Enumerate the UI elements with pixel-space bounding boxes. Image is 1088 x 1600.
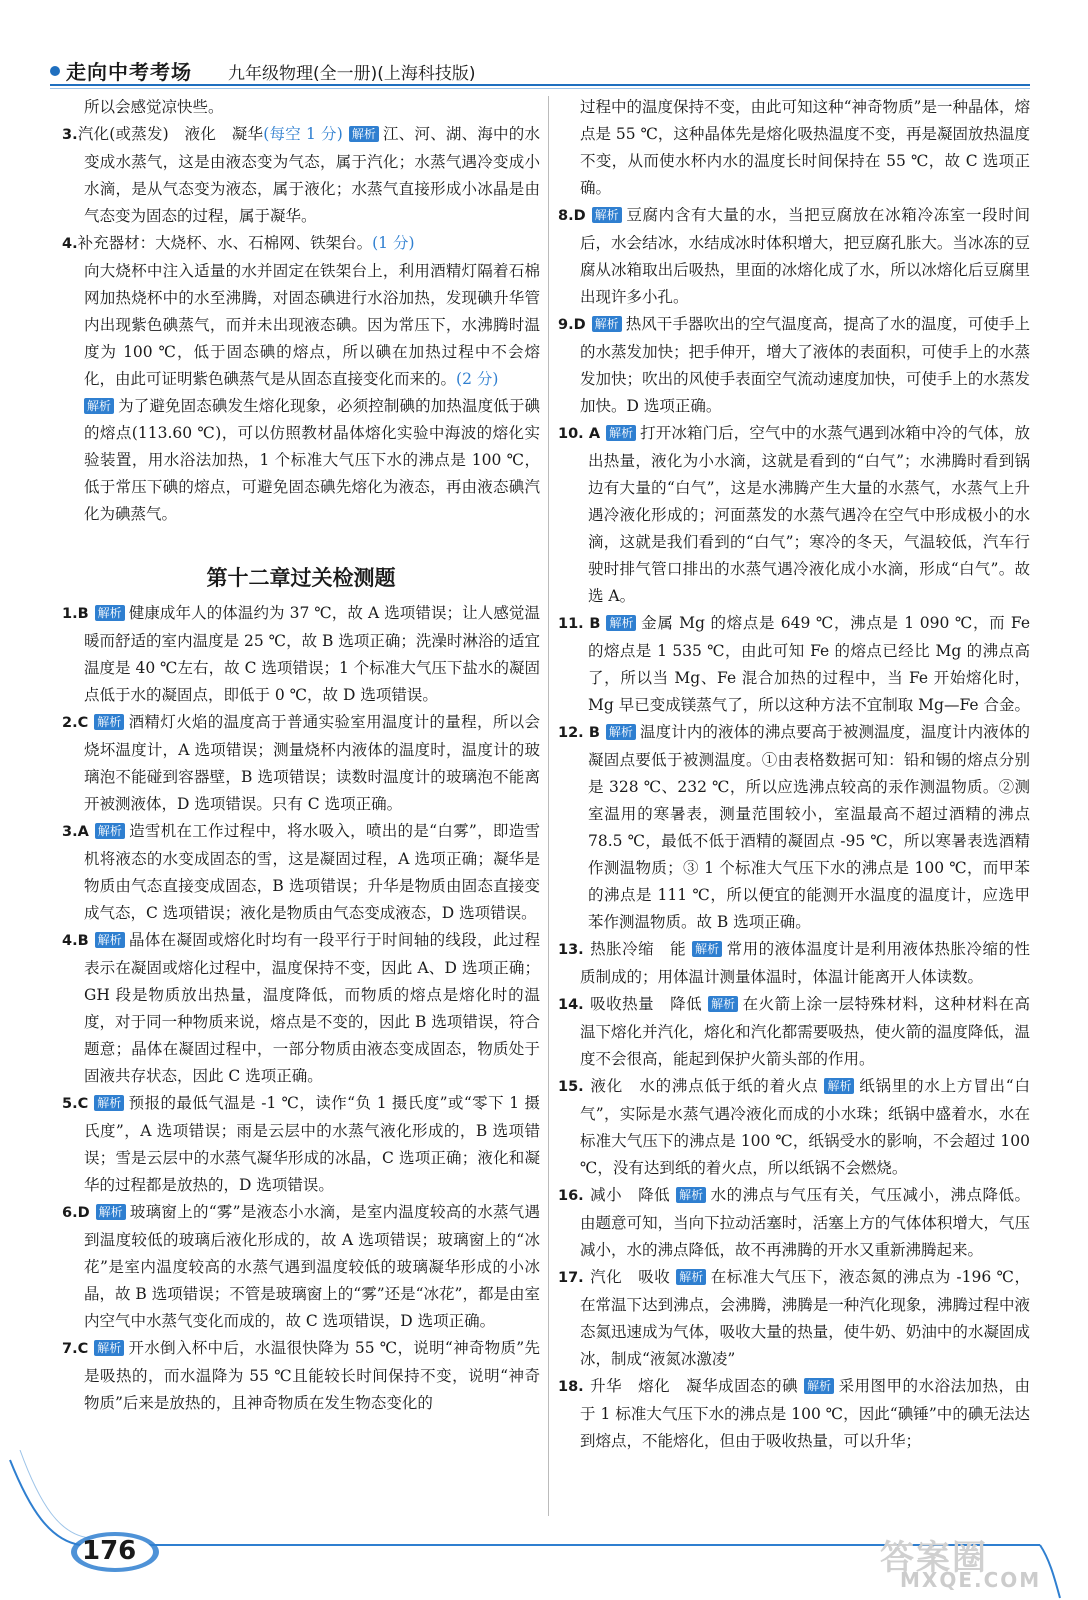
analysis-tag: 解析 [824, 1078, 854, 1094]
column-divider [548, 96, 549, 1516]
answer-item [62, 1090, 540, 1199]
item-answer: 汽化(或蒸发) 液化 凝华 [77, 125, 264, 143]
item-number: 9.D [558, 317, 586, 333]
continued-text: 所以会感觉凉快些。 [84, 98, 224, 116]
item-analysis: 玻璃窗上的“雾”是液态小水滴，是室内温度较高的水蒸气遇到温度较低的玻璃后液化形成的，故 A 选项错误；玻璃窗上的“冰花”是室内温度较高的水蒸气遇到温度较低的玻璃凝华形成的小冰晶，故 B 选项错误；不管是玻璃窗上的“雾”还是“冰花”，都是由室内空气中水蒸气变化而成的，故 C 选项错误，D 选项正确。 [84, 1203, 540, 1330]
answer-item [558, 420, 1030, 610]
watermark-url: MXQE.COM [900, 1568, 1042, 1592]
analysis-tag: 解析 [606, 425, 636, 441]
header-rule [50, 84, 1030, 86]
answer-item [558, 1073, 1030, 1182]
item-answer: 汽化 吸收 [589, 1268, 671, 1286]
item-number: 3.A [62, 824, 89, 840]
analysis-tag: 解析 [94, 1340, 124, 1356]
item-number: 4. [62, 236, 78, 252]
item-number: 7.C [62, 1341, 89, 1357]
analysis-tag: 解析 [96, 1204, 126, 1220]
right-answer-list [558, 202, 1030, 1455]
book-brand: 走向中考考场 [66, 60, 192, 84]
item-analysis: 造雪机在工作过程中，将水吸入，喷出的是“白雾”，即造雪机将液态的水变成固态的雪，这是凝固过程，A 选项正确；凝华是物质由气态直接变成固态，B 选项错误；升华是物质由固态直接变成气态，C 选项错误；液化是物质由气态变成液态，D 选项错误。 [84, 822, 540, 922]
answer-item [558, 1264, 1030, 1373]
answer-item [62, 927, 540, 1090]
answer-item [558, 719, 1030, 936]
answer-item [558, 1182, 1030, 1264]
analysis-tag: 解析 [95, 605, 125, 621]
item-analysis: 为了避免固态碘发生熔化现象，必须控制碘的加热温度低于碘的熔点(113.60 ℃)，可以仿照教材晶体熔化实验中海波的熔化实验装置，用水浴法加热，1 个标准大气压下水的沸点是 100 ℃，低于常压下碘的熔点，可避免固态碘先熔化为液态，再由液态碘汽化为碘蒸气。 [84, 397, 540, 523]
item-number: 16. [558, 1188, 584, 1204]
answer-item [558, 1373, 1030, 1455]
answer-item-3 [62, 121, 540, 230]
analysis-tag: 解析 [804, 1378, 834, 1394]
analysis-tag: 解析 [94, 1095, 124, 1111]
page-number: 176 [82, 1536, 137, 1566]
item-analysis: 酒精灯火焰的温度高于普通实验室用温度计的量程，所以会烧坏温度计，A 选项错误；测量烧杯内液体的温度时，温度计的玻璃泡不能碰到容器壁，B 选项错误；读数时温度计的玻璃泡不能离开被测液体，D 选项错误。只有 C 选项正确。 [84, 713, 540, 813]
item-number: 1.B [62, 606, 89, 622]
item-analysis: 温度计内的液体的沸点要高于被测温度，温度计内液体的凝固点要低于被测温度。①由表格数据可知：铅和锡的熔点分别是 328 ℃、232 ℃，所以应选沸点较高的汞作测温物质。②测室温用的寒暑表，测量范围较小，室温最高不超过酒精的沸点 78.5 ℃，最低不低于酒精的凝固点 -95 ℃，所以寒暑表选酒精作测温物质；③ 1 个标准大气压下水的沸点是 100 ℃，而甲苯的沸点是 111 ℃，所以便宜的能测开水温度的温度计，应选甲苯作测温物质。故 B 选项正确。 [588, 723, 1030, 931]
item-analysis: 热风干手器吹出的空气温度高，提高了水的温度，可使手上的水蒸发加快；把手伸开，增大了液体的表面积，可使手上的水蒸发加快；吹出的风使手表面空气流动速度加快，可使手上的水蒸发加快。D 选项正确。 [580, 315, 1030, 415]
item-answer: 热胀冷缩 能 [589, 940, 687, 958]
answer-item [558, 311, 1030, 420]
analysis-tag: 解析 [606, 615, 636, 631]
item-number: 10. A [558, 426, 601, 442]
item-analysis: 晶体在凝固或熔化时均有一段平行于时间轴的线段，此过程表示在凝固或熔化过程中，温度保持不变，因此 A、D 选项正确；GH 段是物质放出热量，温度降低，而物质的熔点是熔化时的温度，对于同一种物质来说，熔点是不变的，因此 B 选项错误，符合题意；晶体在凝固过程中，一部分物质由液态变成固态，物质处于固液共存状态，因此 C 选项正确。 [84, 931, 540, 1085]
item-answer: 减小 降低 [589, 1186, 671, 1204]
score-note: (每空 1 分) [263, 125, 343, 143]
analysis-tag: 解析 [95, 823, 125, 839]
score-note: (2 分) [456, 370, 499, 388]
item-analysis: 开水倒入杯中后，水温很快降为 55 ℃，说明“神奇物质”先是吸热的，而水温降为 55 ℃且能较长时间保持不变，说明“神奇物质”后来是放热的，且神奇物质在发生物态变化的 [84, 1339, 540, 1412]
item-answer: 升华 熔化 凝华成固态的碘 [589, 1377, 799, 1395]
analysis-tag: 解析 [95, 932, 125, 948]
chapter-title: 第十二章过关检测题 [206, 566, 396, 590]
item-number: 11. B [558, 616, 601, 632]
answer-item [62, 818, 540, 927]
left-answer-list [62, 600, 540, 1417]
header-rule-thin [50, 88, 1030, 89]
item-analysis: 江、河、湖、海中的水变成水蒸气，这是由液态变为气态，属于汽化；水蒸气遇冷变成小水滴，是从气态变为液态，属于液化；水蒸气直接形成小冰晶是由气态变为固态的过程，属于凝华。 [84, 125, 540, 225]
analysis-tag: 解析 [84, 398, 114, 414]
analysis-tag: 解析 [592, 207, 622, 223]
analysis-tag: 解析 [676, 1187, 706, 1203]
item-number: 14. [558, 997, 584, 1013]
watermark-logo: 答案圈 [880, 1538, 988, 1578]
answer-item-4 [62, 230, 540, 258]
book-subtitle: 九年级物理(全一册)(上海科技版) [228, 64, 476, 84]
analysis-tag: 解析 [606, 724, 636, 740]
item-number: 13. [558, 942, 584, 958]
item-number: 3. [62, 127, 78, 143]
item-analysis: 打开冰箱门后，空气中的水蒸气遇到冰箱中冷的气体，放出热量，液化为小水滴，这就是看到的“白气”；水沸腾时看到锅边有大量的“白气”，这是水沸腾产生大量的水蒸气，水蒸气上升遇冷液化形成的；河面蒸发的水蒸气遇冷在空气中形成极小的水滴，这就是我们看到的“白气”；寒冷的冬天，气温较低，汽车行驶时排气管口排出的水蒸气遇冷液化成小水滴，形成“白气”。故选 A。 [588, 424, 1030, 605]
item-4-body [62, 258, 540, 393]
answer-item [62, 709, 540, 818]
item-analysis: 水的沸点与气压有关，气压减小，沸点降低。由题意可知，当向下拉动活塞时，活塞上方的气体体积增大，气压减小，水的沸点降低，故不再沸腾的开水又重新沸腾起来。 [580, 1186, 1030, 1259]
bullet-icon [50, 66, 60, 76]
analysis-tag: 解析 [708, 996, 738, 1012]
item-number: 15. [558, 1079, 584, 1095]
analysis-tag: 解析 [692, 941, 722, 957]
item-analysis: 金属 Mg 的熔点是 649 ℃，沸点是 1 090 ℃，而 Fe 的熔点是 1 535 ℃，由此可知 Fe 的熔点已经比 Mg 的沸点高了，所以当 Mg、Fe 混合加热的过程中，当 Fe 开始熔化时，Mg 早已变成镁蒸气了，所以这种方法不宜制取 Mg—Fe 合金。 [588, 614, 1030, 714]
item-number: 4.B [62, 933, 89, 949]
item-analysis: 纸锅里的水上方冒出“白气”，实际是水蒸气遇冷液化而成的小水珠；纸锅中盛着水，水在标准大气压下的沸点是 100 ℃，纸锅受水的影响，不会超过 100 ℃，没有达到纸的着火点，所以纸锅不会燃烧。 [580, 1077, 1030, 1177]
item-number: 8.D [558, 208, 586, 224]
item-analysis: 预报的最低气温是 -1 ℃，读作“负 1 摄氏度”或“零下 1 摄氏度”，A 选项错误；雨是云层中的水蒸气液化形成的，B 选项错误；雪是云层中的水蒸气凝华形成的冰晶，C 选项正确；液化和凝华的过程都是放热的，D 选项错误。 [84, 1094, 540, 1194]
item-number: 5.C [62, 1096, 89, 1112]
answer-item [558, 610, 1030, 719]
item-answer: 液化 水的沸点低于纸的着火点 [589, 1077, 819, 1095]
page-header [50, 56, 1040, 86]
item-answer: 补充器材：大烧杯、水、石棉网、铁架台。 [77, 234, 373, 252]
item-analysis: 健康成年人的体温约为 37 ℃，故 A 选项错误；让人感觉温暖而舒适的室内温度是 25 ℃，故 B 选项正确；洗澡时淋浴的适宜温度是 40 ℃左右，故 C 选项错误；1 个标准大气压下盐水的凝固点低于水的凝固点，即低于 0 ℃，故 D 选项错误。 [84, 604, 540, 704]
score-note: (1 分) [372, 234, 415, 252]
left-column [62, 94, 540, 1417]
item-number: 17. [558, 1270, 584, 1286]
answer-item [62, 1199, 540, 1335]
answer-item [558, 936, 1030, 991]
item-number: 6.D [62, 1205, 90, 1221]
analysis-tag: 解析 [592, 316, 622, 332]
item-4-analysis [62, 393, 540, 528]
item-number: 18. [558, 1379, 584, 1395]
item-text: 向大烧杯中注入适量的水并固定在铁架台上，利用酒精灯隔着石棉网加热烧杯中的水至沸腾，对固态碘进行水浴加热，发现碘升华管内出现紫色碘蒸气，而并未出现液态碘。因为常压下，水沸腾时温度为 100 ℃，低于固态碘的熔点，所以碘在加热过程中不会熔化，由此可证明紫色碘蒸气是从固态直接变化而来的。 [84, 262, 540, 388]
analysis-tag: 解析 [349, 126, 379, 142]
item-analysis: 采用图甲的水浴法加热，由于 1 标准大气压下水的沸点是 100 ℃，因此“碘锤”中的碘无法达到熔点，不能熔化，但由于吸收热量，可以升华； [580, 1377, 1030, 1450]
answer-item [558, 202, 1030, 311]
item-number: 2.C [62, 715, 89, 731]
answer-item [62, 600, 540, 709]
item-answer: 吸收热量 降低 [589, 995, 703, 1013]
item-analysis: 常用的液体温度计是利用液体热胀冷缩的性质制成的；用体温计测量体温时，体温计能离开人体读数。 [580, 940, 1030, 986]
item-analysis: 在火箭上涂一层特殊材料，这种材料在高温下熔化并汽化，熔化和汽化都需要吸热，使火箭的温度降低，温度不会很高，能起到保护火箭头部的作用。 [580, 995, 1030, 1068]
analysis-tag: 解析 [94, 714, 124, 730]
item-number: 12. B [558, 725, 600, 741]
item-analysis: 豆腐内含有大量的水，当把豆腐放在冰箱冷冻室一段时间后，水会结冰，水结成冰时体积增大，把豆腐孔胀大。当冰冻的豆腐从冰箱取出后吸热，里面的冰熔化成了水，所以冰熔化后豆腐里出现许多小孔。 [580, 206, 1030, 306]
continued-text: 过程中的温度保持不变，由此可知这种“神奇物质”是一种晶体，熔点是 55 ℃，这种晶体先是熔化吸热温度不变，再是凝固放热温度不变，从而使水杯内水的温度长时间保持在 55 ℃，故 C 选项正确。 [580, 98, 1030, 197]
item-analysis: 在标准大气压下，液态氮的沸点为 -196 ℃，在常温下达到沸点，会沸腾，沸腾是一种汽化现象，沸腾过程中液态氮迅速成为气体，吸收大量的热量，使牛奶、奶油中的水凝固成冰，制成“液氮冰激凌” [580, 1268, 1030, 1368]
answer-item [558, 991, 1030, 1073]
analysis-tag: 解析 [676, 1269, 706, 1285]
right-column [558, 94, 1030, 1455]
answer-item [62, 1335, 540, 1417]
